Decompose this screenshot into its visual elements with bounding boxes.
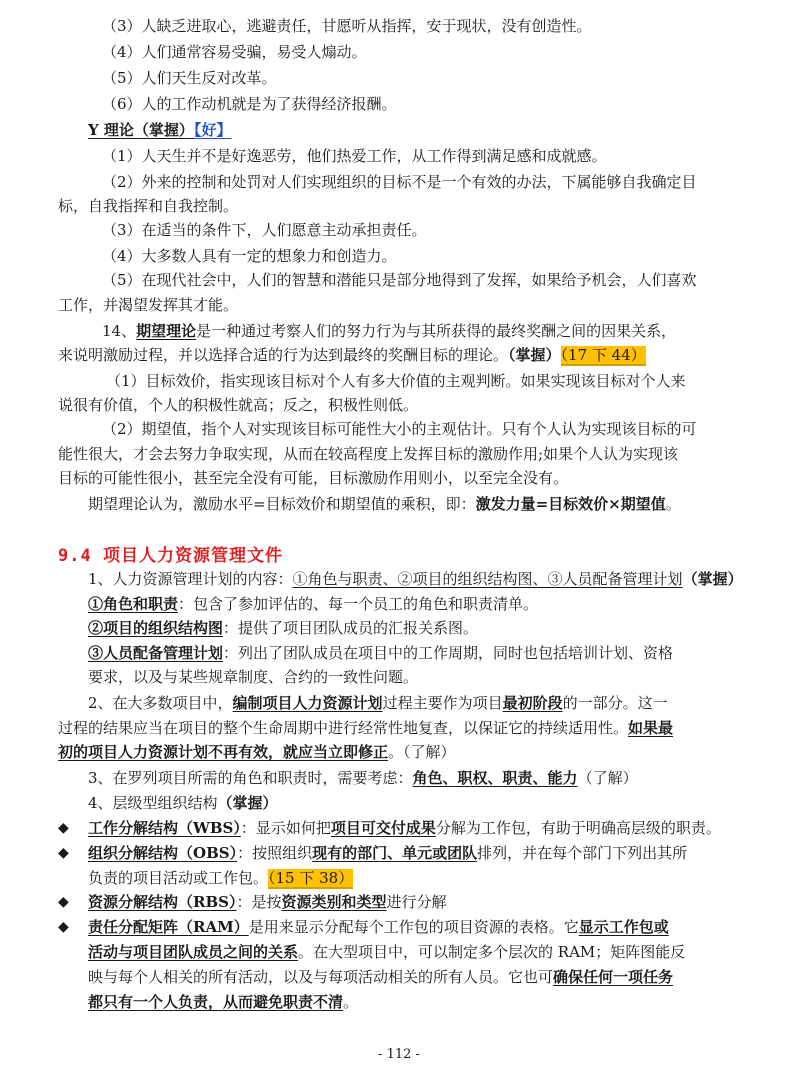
bullet-icon: ◆ xyxy=(58,894,69,910)
text: ：是按 xyxy=(236,893,282,911)
ram-item xyxy=(88,916,669,938)
text: 来说明激励过程，并以选择合适的行为达到最终的奖酬目标的理论。 xyxy=(58,346,509,364)
text: 分解为工作包，有助于明确高层级的职责。 xyxy=(435,819,721,837)
term: ②项目的组织结构图 xyxy=(88,619,224,637)
expectancy-theory-para xyxy=(102,320,676,342)
emphasis: 如果最 xyxy=(628,719,674,737)
text: （5）在现代社会中，人们的智慧和潜能只是部分地得到了发挥，如果给予机会，人们喜欢 xyxy=(102,271,697,289)
text: （4）大多数人具有一定的想象力和创造力。 xyxy=(102,247,397,265)
y-theory-item-1 xyxy=(102,145,607,167)
text: 过程主要作为项目 xyxy=(382,694,503,712)
term: 工作分解结构（WBS） xyxy=(88,819,241,837)
term: 编制项目人力资源计划 xyxy=(232,694,383,712)
formula: 激发力量=目标效价×期望值 xyxy=(475,495,666,513)
expectancy-theory-para-cont xyxy=(58,344,646,366)
text: ：提供了项目团队成员的汇报关系图。 xyxy=(223,619,479,637)
text: 排列，并在每个部门下列出其所 xyxy=(477,844,688,862)
x-theory-item-6 xyxy=(102,93,397,115)
para-4 xyxy=(88,792,278,814)
text: 14、 xyxy=(102,322,137,340)
text: 要求，以及与某些规章制度、合约的一致性问题。 xyxy=(88,668,419,686)
text: （2）外来的控制和处罚对人们实现组织的目标不是一个有效的办法，下属能够自我确定目 xyxy=(102,173,697,191)
expectancy-item-2-cont2 xyxy=(58,467,568,489)
x-theory-item-4 xyxy=(102,41,367,63)
para-2-cont xyxy=(58,717,673,739)
org-chart xyxy=(88,617,478,639)
term: 期望理论 xyxy=(136,322,197,340)
y-theory-item-5-cont xyxy=(58,294,238,316)
text: ：包含了参加评估的、每一个员工的角色和职责清单。 xyxy=(178,595,539,613)
master-tag: （掌握） xyxy=(217,794,278,812)
text: 4、层级型组织结构 xyxy=(88,794,218,812)
text: 是一种通过考察人们的努力行为与其所获得的最终奖酬之间的因果关系， xyxy=(196,322,677,340)
bullet-icon: ◆ xyxy=(58,919,69,935)
text: 3、在罗列项目所需的角色和职责时，需要考虑： xyxy=(88,769,413,787)
obs-item-cont xyxy=(88,867,353,889)
emphasis: 确保任何一项任务 xyxy=(553,968,674,986)
text: 。（了解） xyxy=(388,743,456,761)
term: ③人员配备管理计划 xyxy=(88,644,224,662)
y-theory-item-3 xyxy=(102,219,427,241)
text: 目标的可能性很小，甚至完全没有可能，目标激励作用则小，以至完全没有。 xyxy=(58,469,569,487)
master-tag: （掌握） xyxy=(682,570,743,588)
expectancy-item-1 xyxy=(106,370,686,392)
expectancy-item-2 xyxy=(102,418,697,440)
text: 期望理论认为，激励水平=目标效价和期望值的乘积，即： xyxy=(88,495,476,513)
emphasis: 现有的部门、单元或团队 xyxy=(312,844,478,862)
term: 组织分解结构（OBS） xyxy=(88,844,238,862)
ram-item-cont2 xyxy=(88,966,673,988)
text: 2、在大多数项目中， xyxy=(88,694,233,712)
text: 说很有价值，个人的积极性就高；反之，积极性则低。 xyxy=(58,396,419,414)
text: 是用来显示分配每个工作包的项目资源的表格。它 xyxy=(248,918,579,936)
section-heading: 9.4 项目人力资源管理文件 xyxy=(58,546,283,566)
term: 责任分配矩阵（RAM） xyxy=(88,918,249,936)
ram-item-cont3 xyxy=(88,991,358,1013)
wbs-item xyxy=(88,817,721,839)
page-number: - 112 - xyxy=(378,1047,420,1062)
exam-ref-badge: （17 下 44） xyxy=(560,346,646,364)
emphasis: 显示工作包或 xyxy=(578,918,669,936)
text: 。 xyxy=(665,495,681,513)
y-theory-item-2 xyxy=(102,171,697,193)
bullet-icon: ◆ xyxy=(58,845,69,861)
text: 映与每个人相关的所有活动，以及与每项活动相关的所有人员。它也可 xyxy=(88,968,554,986)
heading-text: Y 理论（掌握） xyxy=(88,121,194,139)
text: （1）人天生并不是好逸恶劳，他们热爱工作，从工作得到满足感和成就感。 xyxy=(102,147,607,165)
text: （6）人的工作动机就是为了获得经济报酬。 xyxy=(102,95,397,113)
text: 负责的项目活动或工作包。 xyxy=(88,869,269,887)
staffing-plan-cont xyxy=(88,666,418,688)
bullet-icon: ◆ xyxy=(58,820,69,836)
text: （4）人们通常容易受骗，易受人煽动。 xyxy=(102,43,367,61)
emphasis: 角色、职权、职责、能力 xyxy=(412,769,578,787)
text: （2）期望值，指个人对实现该目标可能性大小的主观估计。只有个人认为实现该目标的可 xyxy=(102,420,697,438)
y-theory-heading xyxy=(88,119,231,141)
para-2 xyxy=(88,692,668,714)
emphasis: 资源类别和类型 xyxy=(281,893,387,911)
ram-item-cont xyxy=(88,941,685,963)
para-2-cont2 xyxy=(58,741,456,763)
roles-responsibilities xyxy=(88,593,538,615)
text: 的一部分。这一 xyxy=(562,694,668,712)
text: 过程的结果应当在项目的整个生命周期中进行经常性地复查，以保证它的持续适用性。 xyxy=(58,719,629,737)
hr-plan-contents xyxy=(88,568,743,590)
x-theory-item-3 xyxy=(102,15,592,37)
text: （3）在适当的条件下，人们愿意主动承担责任。 xyxy=(102,221,427,239)
text: （3）人缺乏进取心，逃避责任，甘愿听从指挥，安于现状，没有创造性。 xyxy=(102,17,592,35)
expectancy-formula xyxy=(88,493,681,515)
list: ①角色与职责、②项目的组织结构图、③人员配备管理计划 xyxy=(292,570,683,588)
x-theory-item-5 xyxy=(102,67,277,89)
text: （了解） xyxy=(577,769,638,787)
good-tag: 【好】 xyxy=(193,121,232,139)
text: （1）目标效价，指实现该目标对个人有多大价值的主观判断。如果实现该目标对个人来 xyxy=(106,372,686,390)
text: ：显示如何把 xyxy=(240,819,331,837)
text: 1、人力资源管理计划的内容： xyxy=(88,570,293,588)
text: 工作，并渴望发挥其才能。 xyxy=(58,296,239,314)
text: 标，自我指挥和自我控制。 xyxy=(58,197,239,215)
expectancy-item-1-cont xyxy=(58,394,418,416)
text: 能性很大，才会去努力争取实现，从而在较高程度上发挥目标的激励作用;如果个人认为实现该 xyxy=(58,445,679,463)
term: 最初阶段 xyxy=(502,694,563,712)
emphasis: 都只有一个人负责，从而避免职责不清 xyxy=(88,993,344,1011)
text: （5）人们天生反对改革。 xyxy=(102,69,277,87)
text: 进行分解 xyxy=(386,893,447,911)
emphasis: 初的项目人力资源计划不再有效，就应当立即修正 xyxy=(58,743,389,761)
text: 。 xyxy=(343,993,359,1011)
y-theory-item-4 xyxy=(102,245,397,267)
obs-item xyxy=(88,842,687,864)
expectancy-item-2-cont xyxy=(58,443,678,465)
master-tag: （掌握） xyxy=(508,346,561,364)
para-3 xyxy=(88,767,638,789)
staffing-plan xyxy=(88,642,673,664)
text: 。在大型项目中，可以制定多个层次的 RAM；矩阵图能反 xyxy=(298,943,686,961)
emphasis: 活动与项目团队成员之间的关系 xyxy=(88,943,299,961)
text: ：列出了团队成员在项目中的工作周期，同时也包括培训计划、资格 xyxy=(223,644,674,662)
y-theory-item-5 xyxy=(102,269,697,291)
exam-ref-badge: （15 下 38） xyxy=(268,869,354,887)
text: ：按照组织 xyxy=(237,844,313,862)
rbs-item xyxy=(88,891,447,913)
y-theory-item-2-cont xyxy=(58,195,238,217)
emphasis: 项目可交付成果 xyxy=(330,819,436,837)
term: ①角色和职责 xyxy=(88,595,179,613)
term: 资源分解结构（RBS） xyxy=(88,893,237,911)
